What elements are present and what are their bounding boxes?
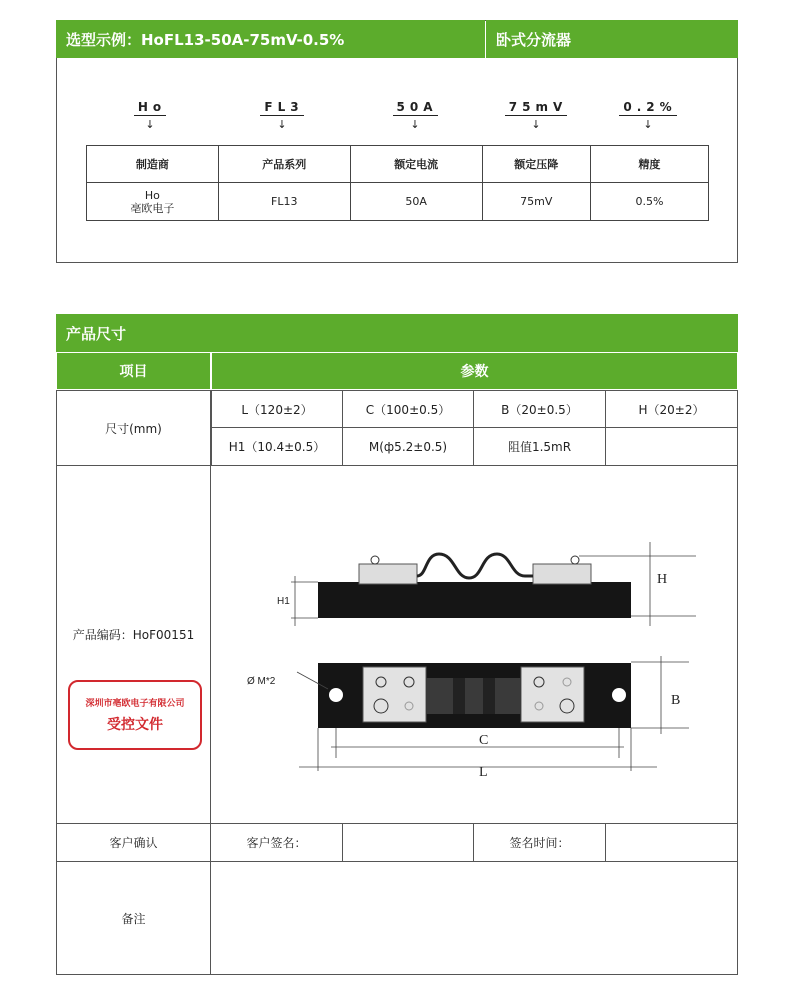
header-accuracy: 精度 (590, 146, 708, 183)
label-B: B (671, 693, 681, 708)
product-code-cell (56, 465, 211, 824)
customer-confirm-label: 客户确认 (56, 823, 211, 862)
selection-title: 选型示例：HoFL13-50A-75mV-0.5% (56, 20, 485, 58)
customer-sign-field[interactable] (342, 823, 474, 862)
controlled-document-stamp (68, 680, 202, 750)
dimensions-title: 产品尺寸 (56, 314, 738, 352)
value-manufacturer: Ho 亳欧电子 (87, 183, 219, 221)
dim-L: L（120±2） (211, 390, 343, 428)
value-accuracy: 0.5% (590, 183, 708, 221)
value-rated-current: 50A (350, 183, 482, 221)
value-series: FL13 (218, 183, 350, 221)
dim-H1: H1（10.4±0.5） (211, 427, 343, 466)
label-H1: H1 (277, 596, 290, 607)
dim-H: H（20±2） (605, 390, 738, 428)
header-manufacturer: 制造商 (87, 146, 219, 183)
product-code: 产品编码：HoF00151 (72, 628, 195, 642)
selection-header-row (87, 146, 709, 183)
value-rated-voltage: 75mV (482, 183, 590, 221)
remarks-field[interactable] (210, 861, 738, 975)
header-rated-current: 额定电流 (350, 146, 482, 183)
header-series: 产品系列 (218, 146, 350, 183)
shunt-drawing (211, 466, 737, 823)
header-rated-voltage: 额定压降 (482, 146, 590, 183)
remarks-label: 备注 (56, 861, 211, 975)
dim-B: B（20±0.5） (473, 390, 606, 428)
sign-time-field[interactable] (605, 823, 738, 862)
sign-time-label: 签名时间： (473, 823, 606, 862)
size-label: 尺寸(mm) (56, 390, 211, 466)
stamp-text: 受控文件 (107, 717, 163, 733)
code-accuracy: 0.2% ↓ (612, 100, 684, 131)
label-L: L (479, 765, 488, 780)
code-series: FL3 ↓ (250, 100, 314, 131)
code-current: 50A ↓ (383, 100, 447, 131)
col-param-header: 参数 (211, 352, 738, 390)
label-C: C (479, 733, 489, 748)
dim-C: C（100±0.5） (342, 390, 474, 428)
stamp-company: 深圳市亳欧电子有限公司 (85, 699, 185, 709)
side-view (291, 542, 696, 626)
selection-value-row (87, 183, 709, 221)
code-voltage: 75mV ↓ (500, 100, 572, 131)
label-H: H (657, 572, 668, 587)
empty-cell (605, 427, 738, 466)
customer-sign-label: 客户签名： (210, 823, 343, 862)
col-item-header: 项目 (56, 352, 211, 390)
resistance-value: 阻值1.5mR (473, 427, 606, 466)
product-type-title: 卧式分流器 (486, 20, 738, 58)
dim-M: M(ф5.2±0.5) (342, 427, 474, 466)
code-manufacturer: Ho ↓ (118, 100, 182, 131)
selection-table (86, 145, 709, 221)
label-M: Ø M*2 (247, 676, 276, 687)
top-view (297, 656, 689, 771)
